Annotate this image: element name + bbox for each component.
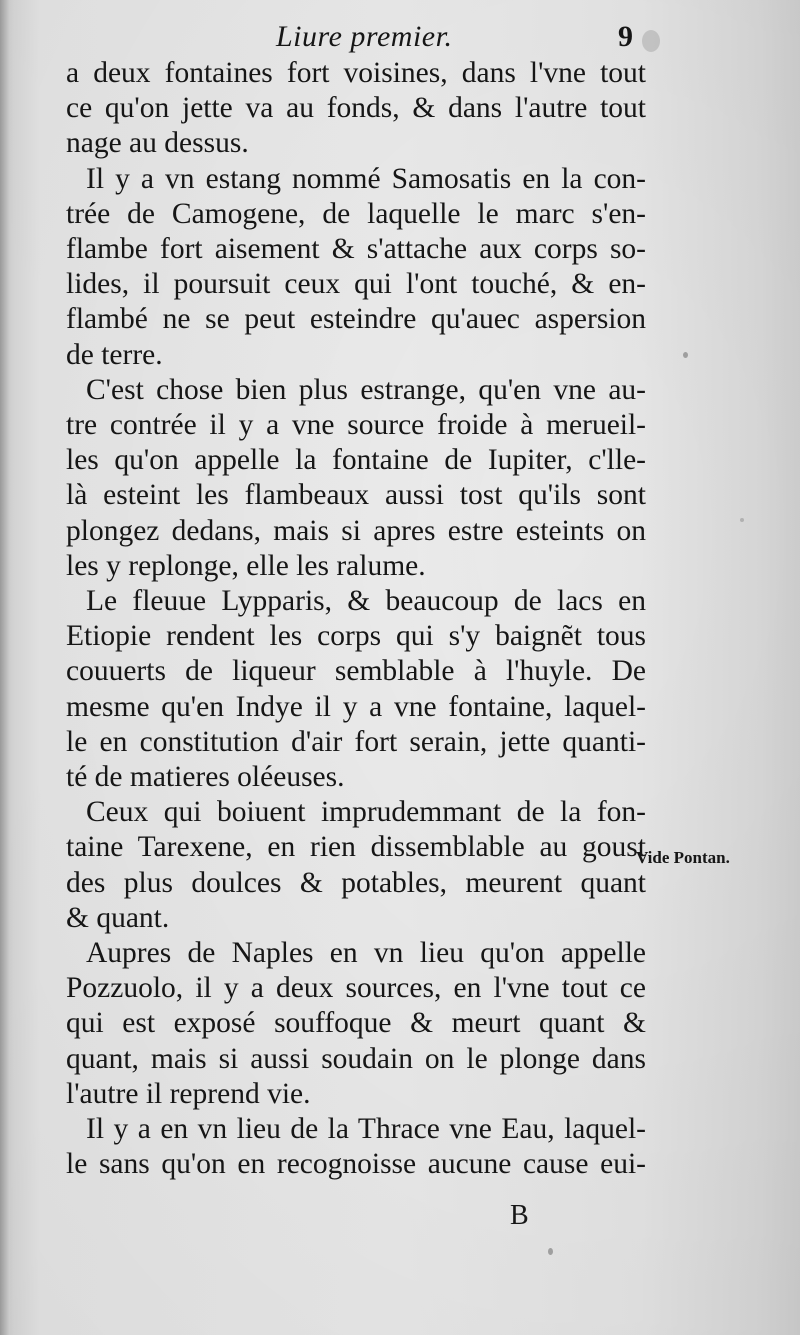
text-line: mesme qu'en Indye il y a vne fontaine, laquel-: [66, 690, 646, 723]
ink-speck: [740, 518, 744, 522]
text-line: flambe fort aisement & s'attache aux corps so-: [66, 233, 646, 266]
ink-speck: [683, 352, 688, 358]
running-title: Liure premier.: [276, 20, 453, 53]
paragraph-3: [66, 373, 646, 584]
text-line: & quant.: [66, 901, 170, 934]
page-header: [0, 20, 800, 60]
paragraph-6: [66, 936, 646, 1112]
text-line: le en constitution d'air fort serain, jette quanti-: [66, 725, 646, 758]
text-line: té de matieres oléeuses.: [66, 761, 345, 794]
text-line: flambé ne se peut esteindre qu'auec aspersion: [66, 303, 646, 336]
text-line: des plus doulces & potables, meurent quant: [66, 866, 646, 899]
text-line: Il y a en vn lieu de la Thrace vne Eau, laquel-: [86, 1113, 646, 1146]
text-line: Le fleuue Lypparis, & beaucoup de lacs en: [86, 585, 646, 618]
text-line: Ceux qui boiuent imprudemmant de la fon-: [86, 796, 646, 829]
text-line: de terre.: [66, 338, 163, 371]
text-line: Aupres de Naples en vn lieu qu'on appelle: [86, 937, 646, 970]
margin-note: Vide Pontan.: [636, 848, 730, 867]
text-line: plongez dedans, mais si apres estre esteints on: [66, 514, 646, 547]
text-line: couuerts de liqueur semblable à l'huyle. De: [66, 655, 646, 688]
ink-speck: [642, 30, 660, 52]
text-line: trée de Camogene, de laquelle le marc s'en-: [66, 197, 646, 230]
text-line: Il y a vn estang nommé Samosatis en la con-: [86, 162, 646, 195]
body-text: [66, 56, 646, 1183]
text-line: quant, mais si aussi soudain on le plonge dans: [66, 1042, 646, 1075]
text-line: qui est exposé souffoque & meurt quant &: [66, 1007, 646, 1040]
text-line: lides, il poursuit ceux qui l'ont touché, & en-: [66, 268, 646, 301]
text-line: Pozzuolo, il y a deux sources, en l'vne tout ce: [66, 972, 646, 1005]
text-line: taine Tarexene, en rien dissemblable au goust: [66, 831, 646, 864]
text-line: l'autre il reprend vie.: [66, 1077, 311, 1110]
paragraph-5: [66, 795, 646, 936]
page-gutter-shadow: [0, 0, 10, 1335]
paragraph-7: [66, 1112, 646, 1182]
text-line: Etiopie rendent les corps qui s'y baignẽt tous: [66, 620, 646, 653]
page-number: 9: [618, 20, 633, 53]
text-line: les y replonge, elle les ralume.: [66, 549, 426, 582]
text-line: les qu'on appelle la fontaine de Iupiter, c'lle-: [66, 444, 646, 477]
signature-mark: B: [510, 1200, 529, 1231]
ink-speck: [548, 1248, 553, 1255]
text-line: a deux fontaines fort voisines, dans l'vne tout: [66, 57, 646, 89]
paragraph-4: [66, 584, 646, 795]
paragraph-2: [66, 162, 646, 373]
text-line: nage au dessus.: [66, 127, 249, 160]
text-line: C'est chose bien plus estrange, qu'en vne au-: [86, 373, 646, 406]
paragraph-1: [66, 56, 646, 162]
text-line: le sans qu'on en recognoisse aucune cause eui-: [66, 1148, 646, 1181]
text-line: tre contrée il y a vne source froide à merueil-: [66, 409, 646, 442]
text-line: ce qu'on jette va au fonds, & dans l'autre tout: [66, 92, 646, 125]
text-line: là esteint les flambeaux aussi tost qu'ils sont: [66, 479, 646, 512]
